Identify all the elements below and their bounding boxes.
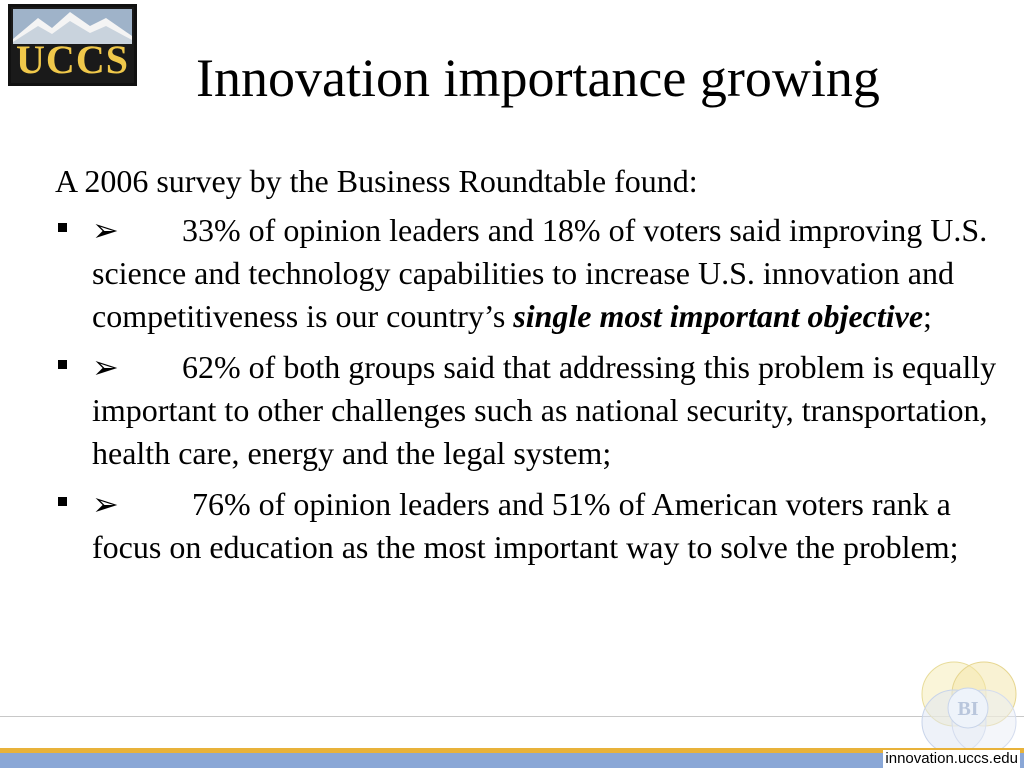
- slide-body: [55, 160, 1005, 577]
- arrow-bullet-icon: ➢: [92, 349, 119, 385]
- bullet-text: 33% of opinion leaders and 18% of voters said improving U.S. science and technology capabilities to increase U.S. innovation and competitiveness is our country’s: [92, 212, 988, 334]
- bullet-item: [55, 483, 1005, 569]
- bullet-text: 62% of both groups said that addressing this problem is equally important to other challenges such as national security, transportation, health care, energy and the legal system;: [92, 349, 997, 471]
- arrow-bullet-icon: ➢: [92, 212, 119, 248]
- bi-circles-icon: [914, 656, 1024, 756]
- square-bullet-icon: [58, 360, 67, 369]
- arrow-bullet-icon: ➢: [92, 486, 119, 522]
- footer-url: innovation.uccs.edu: [885, 750, 1018, 767]
- square-bullet-icon: [58, 223, 67, 232]
- square-bullet-icon: [58, 497, 67, 506]
- bullet-text-end: ;: [923, 298, 932, 334]
- footer-divider: [0, 716, 1024, 717]
- bullet-item: [55, 209, 1005, 338]
- bullet-text: 76% of opinion leaders and 51% of American voters rank a focus on education as the most important way to solve the problem;: [92, 486, 959, 565]
- uccs-logo: [8, 4, 137, 86]
- bi-logo: [914, 656, 1024, 756]
- bullet-list: [55, 209, 1005, 569]
- bullet-emphasis: single most important objective: [513, 298, 924, 334]
- logo-text: UCCS: [16, 37, 129, 82]
- bullet-item: [55, 346, 1005, 475]
- intro-text: A 2006 survey by the Business Roundtable found:: [55, 163, 698, 199]
- footer-blue-band: [0, 753, 1024, 768]
- page-title: Innovation importance growing: [196, 48, 880, 108]
- bi-badge-text: BI: [957, 698, 979, 720]
